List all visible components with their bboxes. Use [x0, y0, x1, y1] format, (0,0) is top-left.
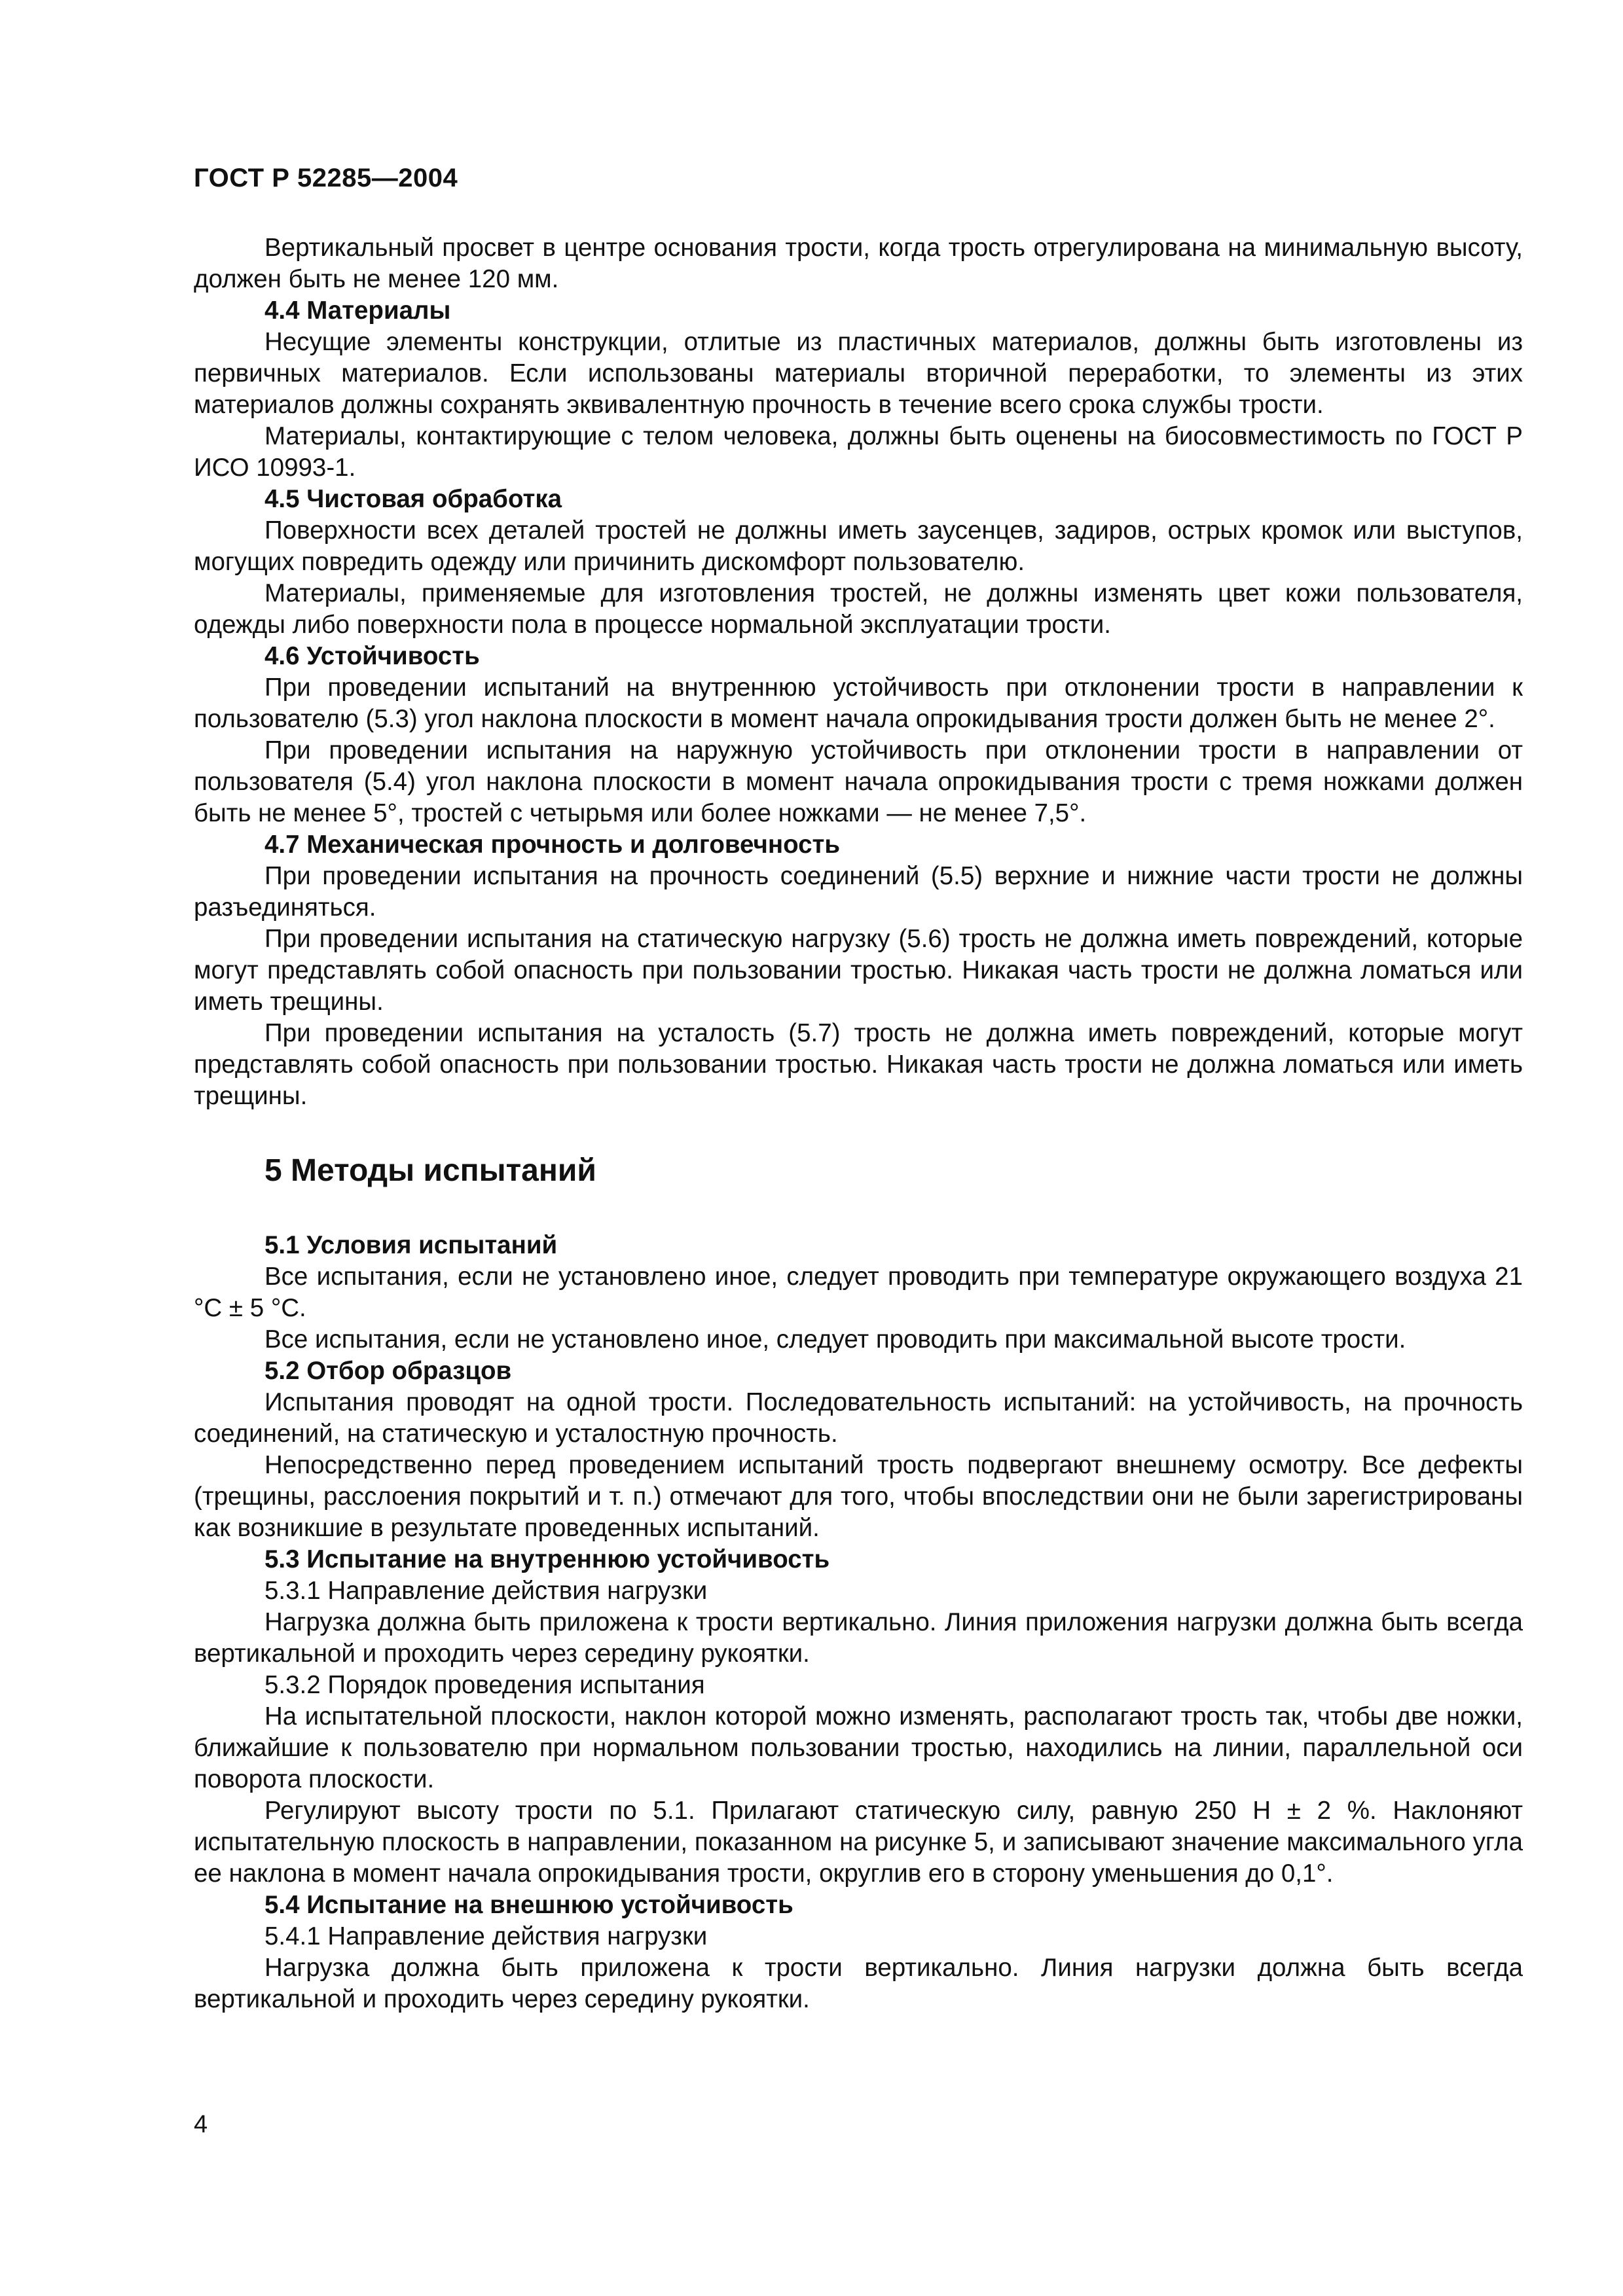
paragraph: Все испытания, если не установлено иное, следует проводить при максимальной высоте трости. — [264, 1325, 1406, 1354]
section-heading: 5.2 Отбор образцов — [264, 1357, 512, 1385]
section-heading: 5.3 Испытание на внутреннюю устойчивость — [264, 1545, 830, 1573]
document-header-id: ГОСТ Р 52285—2004 — [194, 164, 458, 192]
paragraph: Все испытания, если не установлено иное, следует проводить при температуре окружающего воздуха 21 °С ± 5 °С. — [194, 1263, 1523, 1322]
paragraph: Вертикальный просвет в центре основания трости, когда трость отрегулирована на минимальную высоту, должен быть не менее 120 мм. — [194, 234, 1523, 293]
paragraph: Нагрузка должна быть приложена к трости вертикально. Линия приложения нагрузки должна быть всегда вертикальной и проходить через середину рукоятки. — [194, 1608, 1523, 1668]
paragraph: Непосредственно перед проведением испытаний трость подвергают внешнему осмотру. Все дефекты (трещины, расслоения покрытий и т. п.) отмечают для того, чтобы впоследствии они не были зарегистрированы как возникшие в результате проведенных испытаний. — [194, 1451, 1523, 1542]
paragraph: При проведении испытания на усталость (5.7) трость не должна иметь повреждений, которые могут представлять собой опасность при пользовании тростью. Никакая часть трости не должна ломаться или иметь трещины. — [194, 1019, 1523, 1110]
paragraph: На испытательной плоскости, наклон которой можно изменять, располагают трость так, чтобы две ножки, ближайшие к пользователю при нормальном пользовании тростью, находились на линии, параллельной оси поворота плоскости. — [194, 1702, 1523, 1793]
subsection-heading: 5.3.2 Порядок проведения испытания — [264, 1671, 705, 1699]
chapter-heading: 5 Методы испытаний — [264, 1153, 596, 1188]
page-number: 4 — [194, 2111, 208, 2138]
section-heading: 4.6 Устойчивость — [264, 642, 480, 670]
paragraph: При проведении испытания на наружную устойчивость при отклонении трости в направлении от пользователя (5.4) угол наклона плоскости в момент начала опрокидывания трости с тремя ножками должен быть не менее 5°, тростей с четырьмя или более ножками — не менее 7,5°. — [194, 736, 1523, 827]
paragraph: Регулируют высоту трости по 5.1. Прилагают статическую силу, равную 250 Н ± 2 %. Наклоняют испытательную плоскость в направлении, показанном на рисунке 5, и записывают значение максимального угла ее наклона в момент начала опрокидывания трости, округлив его в сторону уменьшения до 0,1°. — [194, 1797, 1523, 1888]
paragraph: Несущие элементы конструкции, отлитые из пластичных материалов, должны быть изготовлены из первичных материалов. Если использованы материалы вторичной переработки, то элементы из этих материалов должны сохранять эквивалентную прочность в течение всего срока службы трости. — [194, 328, 1523, 419]
paragraph: При проведении испытаний на внутреннюю устойчивость при отклонении трости в направлении к пользователю (5.3) угол наклона плоскости в момент начала опрокидывания трости должен быть не менее 2°. — [194, 673, 1523, 733]
paragraph: Материалы, контактирующие с телом человека, должны быть оценены на биосовместимость по ГОСТ Р ИСО 10993-1. — [194, 422, 1523, 482]
section-heading: 4.7 Механическая прочность и долговечность — [264, 831, 841, 859]
paragraph: Материалы, применяемые для изготовления тростей, не должны изменять цвет кожи пользователя, одежды либо поверхности пола в процессе нормальной эксплуатации трости. — [194, 579, 1523, 639]
paragraph: При проведении испытания на прочность соединений (5.5) верхние и нижние части трости не должны разъединяться. — [194, 862, 1523, 922]
section-heading: 5.4 Испытание на внешнюю устойчивость — [264, 1891, 793, 1919]
paragraph: При проведении испытания на статическую нагрузку (5.6) трость не должна иметь повреждений, которые могут представлять собой опасность при пользовании тростью. Никакая часть трости не должна ломаться или иметь трещины. — [194, 925, 1523, 1016]
section-heading: 5.1 Условия испытаний — [264, 1231, 558, 1259]
section-heading: 4.5 Чистовая обработка — [264, 485, 562, 513]
paragraph: Испытания проводят на одной трости. Последовательность испытаний: на устойчивость, на прочность соединений, на статическую и усталостную прочность. — [194, 1388, 1523, 1448]
section-heading: 4.4 Материалы — [264, 296, 451, 325]
subsection-heading: 5.3.1 Направление действия нагрузки — [264, 1577, 708, 1605]
subsection-heading: 5.4.1 Направление действия нагрузки — [264, 1922, 708, 1950]
paragraph: Поверхности всех деталей тростей не должны иметь заусенцев, задиров, острых кромок или выступов, могущих повредить одежду или причинить дискомфорт пользователю. — [194, 516, 1523, 576]
paragraph: Нагрузка должна быть приложена к трости вертикально. Линия нагрузки должна быть всегда вертикальной и проходить через середину рукоятки. — [194, 1954, 1523, 2013]
document-body — [194, 232, 1523, 2015]
